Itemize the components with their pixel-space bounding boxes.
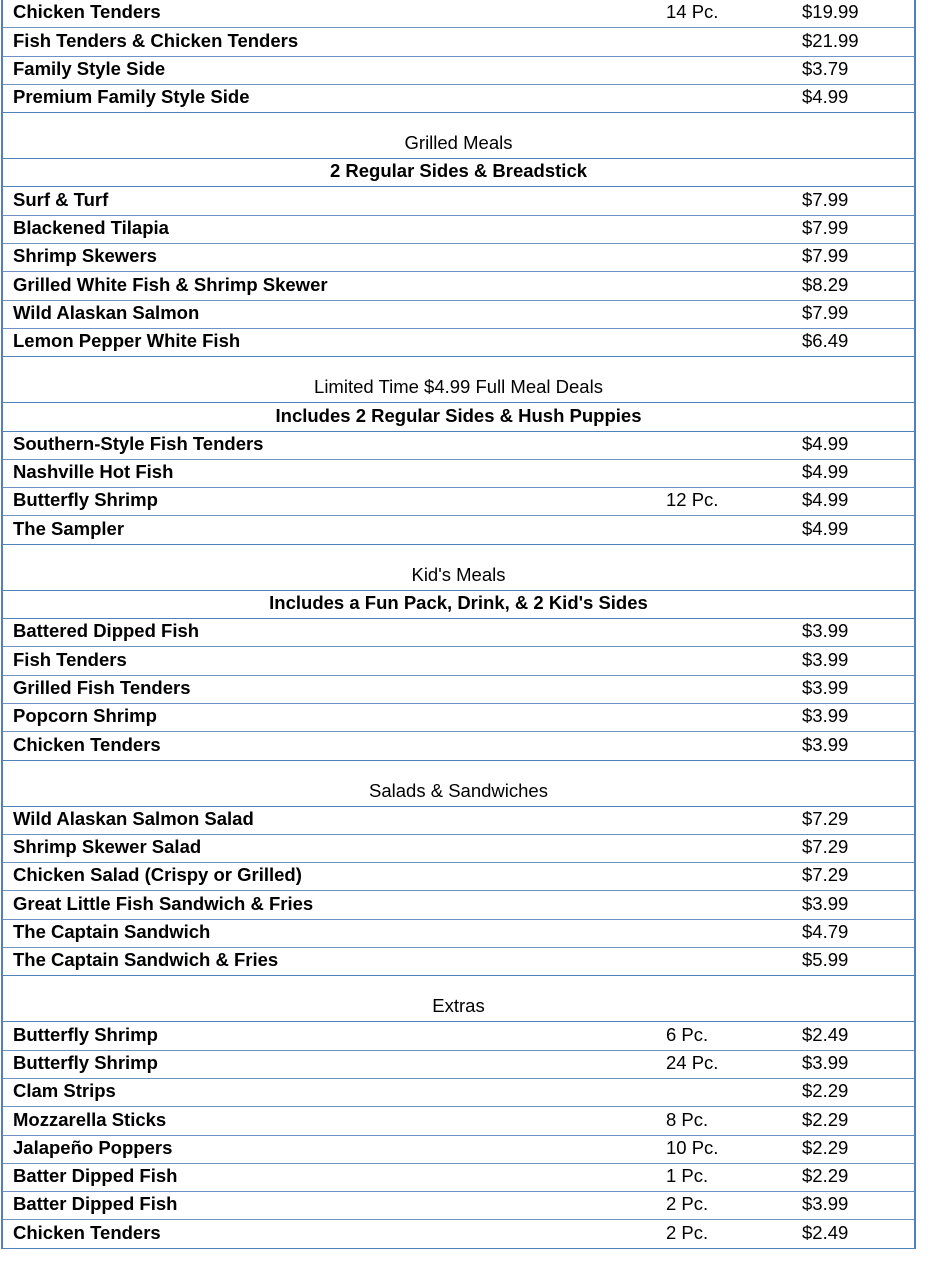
menu-item-name: Jalapeño Poppers bbox=[13, 1136, 173, 1158]
section-title: Kid's Meals bbox=[411, 563, 506, 585]
menu-item-row bbox=[3, 732, 914, 760]
section-subtitle: Includes a Fun Pack, Drink, & 2 Kid's Sides bbox=[269, 592, 648, 614]
menu-item-name: Shrimp Skewers bbox=[13, 245, 157, 267]
section-subtitle: 2 Regular Sides & Breadstick bbox=[329, 160, 588, 182]
menu-item-row bbox=[3, 619, 914, 647]
section-gap bbox=[3, 976, 914, 994]
menu-item-price: $2.29 bbox=[802, 1165, 849, 1187]
menu-item-price: $3.99 bbox=[802, 620, 849, 642]
section-gap bbox=[3, 113, 914, 131]
menu-item-price: $7.29 bbox=[802, 864, 849, 886]
menu-item-name: Fish Tenders & Chicken Tenders bbox=[13, 29, 299, 51]
menu-item-price: $2.49 bbox=[802, 1023, 849, 1045]
menu-item-qty: 8 Pc. bbox=[666, 1108, 709, 1130]
menu-item-row bbox=[3, 1079, 914, 1107]
menu-item-name: Great Little Fish Sandwich & Fries bbox=[13, 892, 314, 914]
menu-item-price: $3.79 bbox=[802, 57, 849, 79]
menu-item-row bbox=[3, 647, 914, 675]
section-title-row bbox=[3, 994, 914, 1022]
menu-item-row bbox=[3, 1022, 914, 1050]
menu-item-price: $4.99 bbox=[802, 489, 849, 511]
menu-item-name: Mozzarella Sticks bbox=[13, 1108, 167, 1130]
menu-item-price: $4.79 bbox=[802, 921, 849, 943]
menu-item-name: Chicken Tenders bbox=[13, 1, 161, 23]
section-subtitle: Includes 2 Regular Sides & Hush Puppies bbox=[275, 404, 642, 426]
menu-item-price: $6.49 bbox=[802, 330, 849, 352]
menu-item-price: $3.99 bbox=[802, 648, 849, 670]
menu-item-row bbox=[3, 432, 914, 460]
menu-item-name: Butterfly Shrimp bbox=[13, 1023, 158, 1045]
menu-item-name: Butterfly Shrimp bbox=[13, 489, 158, 511]
menu-item-price: $4.99 bbox=[802, 461, 849, 483]
menu-item-row bbox=[3, 948, 914, 976]
menu-item-qty: 24 Pc. bbox=[666, 1051, 719, 1073]
section-gap bbox=[3, 761, 914, 779]
menu-item-row bbox=[3, 301, 914, 329]
menu-item-name: Chicken Tenders bbox=[13, 1221, 161, 1243]
menu-item-price: $3.99 bbox=[802, 892, 849, 914]
menu-item-name: Lemon Pepper White Fish bbox=[13, 330, 241, 352]
menu-item-price: $3.99 bbox=[802, 676, 849, 698]
menu-item-price: $7.29 bbox=[802, 836, 849, 858]
section-title-row bbox=[3, 375, 914, 403]
menu-item-qty: 2 Pc. bbox=[666, 1221, 709, 1243]
menu-item-price: $7.99 bbox=[802, 188, 849, 210]
menu-item-price: $3.99 bbox=[802, 705, 849, 727]
menu-item-row bbox=[3, 216, 914, 244]
section-subtitle-row bbox=[3, 403, 914, 431]
menu-item-price: $19.99 bbox=[802, 1, 859, 23]
section-title: Grilled Meals bbox=[404, 132, 513, 154]
menu-item-row bbox=[3, 28, 914, 56]
menu-item-price: $7.29 bbox=[802, 807, 849, 829]
menu-item-name: Premium Family Style Side bbox=[13, 86, 250, 108]
menu-item-qty: 14 Pc. bbox=[666, 1, 719, 23]
menu-item-name: Grilled Fish Tenders bbox=[13, 676, 191, 698]
menu-item-price: $2.29 bbox=[802, 1080, 849, 1102]
menu-item-name: Fish Tenders bbox=[13, 648, 127, 670]
menu-item-price: $21.99 bbox=[802, 29, 859, 51]
section-subtitle-row bbox=[3, 591, 914, 619]
menu-item-row bbox=[3, 1136, 914, 1164]
section-gap bbox=[3, 357, 914, 375]
menu-item-row bbox=[3, 676, 914, 704]
menu-item-price: $2.29 bbox=[802, 1108, 849, 1130]
menu-table bbox=[1, 0, 916, 1249]
menu-item-row bbox=[3, 85, 914, 113]
menu-item-name: Surf & Turf bbox=[13, 188, 109, 210]
menu-item-name: Batter Dipped Fish bbox=[13, 1193, 178, 1215]
menu-item-name: Family Style Side bbox=[13, 57, 166, 79]
menu-item-row bbox=[3, 807, 914, 835]
menu-item-price: $7.99 bbox=[802, 301, 849, 323]
menu-item-name: Southern-Style Fish Tenders bbox=[13, 432, 264, 454]
menu-item-qty: 12 Pc. bbox=[666, 489, 719, 511]
menu-item-row bbox=[3, 835, 914, 863]
menu-item-qty: 10 Pc. bbox=[666, 1136, 719, 1158]
menu-item-row bbox=[3, 460, 914, 488]
menu-item-name: Wild Alaskan Salmon Salad bbox=[13, 807, 254, 829]
menu-item-name: Battered Dipped Fish bbox=[13, 620, 200, 642]
menu-item-price: $3.99 bbox=[802, 1051, 849, 1073]
section-title-row bbox=[3, 563, 914, 591]
menu-item-row bbox=[3, 1192, 914, 1220]
menu-item-name: Popcorn Shrimp bbox=[13, 705, 157, 727]
menu-item-row bbox=[3, 1051, 914, 1079]
menu-item-row bbox=[3, 891, 914, 919]
menu-item-price: $3.99 bbox=[802, 1193, 849, 1215]
menu-item-row bbox=[3, 704, 914, 732]
menu-item-name: The Captain Sandwich bbox=[13, 921, 211, 943]
menu-item-price: $2.29 bbox=[802, 1136, 849, 1158]
menu-item-name: Chicken Salad (Crispy or Grilled) bbox=[13, 864, 302, 886]
menu-item-price: $4.99 bbox=[802, 517, 849, 539]
menu-item-price: $7.99 bbox=[802, 245, 849, 267]
menu-item-price: $3.99 bbox=[802, 733, 849, 755]
menu-item-row bbox=[3, 0, 914, 28]
menu-item-row bbox=[3, 1107, 914, 1135]
menu-item-name: Chicken Tenders bbox=[13, 733, 161, 755]
menu-item-name: The Sampler bbox=[13, 517, 125, 539]
menu-item-qty: 1 Pc. bbox=[666, 1165, 709, 1187]
section-subtitle-row bbox=[3, 159, 914, 187]
menu-item-name: Butterfly Shrimp bbox=[13, 1051, 158, 1073]
menu-item-row bbox=[3, 329, 914, 357]
menu-item-price: $8.29 bbox=[802, 273, 849, 295]
menu-item-price: $7.99 bbox=[802, 217, 849, 239]
section-gap bbox=[3, 545, 914, 563]
menu-item-price: $4.99 bbox=[802, 86, 849, 108]
menu-item-name: Clam Strips bbox=[13, 1080, 116, 1102]
menu-item-row bbox=[3, 244, 914, 272]
menu-item-name: Nashville Hot Fish bbox=[13, 461, 174, 483]
menu-item-price: $2.49 bbox=[802, 1221, 849, 1243]
menu-item-qty: 6 Pc. bbox=[666, 1023, 709, 1045]
menu-item-row bbox=[3, 488, 914, 516]
menu-item-price: $4.99 bbox=[802, 432, 849, 454]
section-title-row bbox=[3, 779, 914, 807]
section-title: Limited Time $4.99 Full Meal Deals bbox=[314, 376, 603, 398]
menu-item-row bbox=[3, 920, 914, 948]
menu-item-qty: 2 Pc. bbox=[666, 1193, 709, 1215]
menu-item-row bbox=[3, 863, 914, 891]
menu-item-name: Grilled White Fish & Shrimp Skewer bbox=[13, 273, 328, 295]
menu-item-name: The Captain Sandwich & Fries bbox=[13, 949, 279, 971]
section-title-row bbox=[3, 131, 914, 159]
menu-item-row bbox=[3, 187, 914, 215]
menu-item-row bbox=[3, 272, 914, 300]
menu-item-row bbox=[3, 516, 914, 544]
menu-item-price: $5.99 bbox=[802, 949, 849, 971]
menu-item-name: Blackened Tilapia bbox=[13, 217, 169, 239]
menu-item-name: Batter Dipped Fish bbox=[13, 1165, 178, 1187]
section-title: Extras bbox=[432, 995, 485, 1017]
menu-item-name: Wild Alaskan Salmon bbox=[13, 301, 200, 323]
menu-item-name: Shrimp Skewer Salad bbox=[13, 836, 202, 858]
menu-item-row bbox=[3, 1220, 914, 1248]
menu-item-row bbox=[3, 1164, 914, 1192]
menu-item-row bbox=[3, 57, 914, 85]
section-title: Salads & Sandwiches bbox=[369, 779, 548, 801]
